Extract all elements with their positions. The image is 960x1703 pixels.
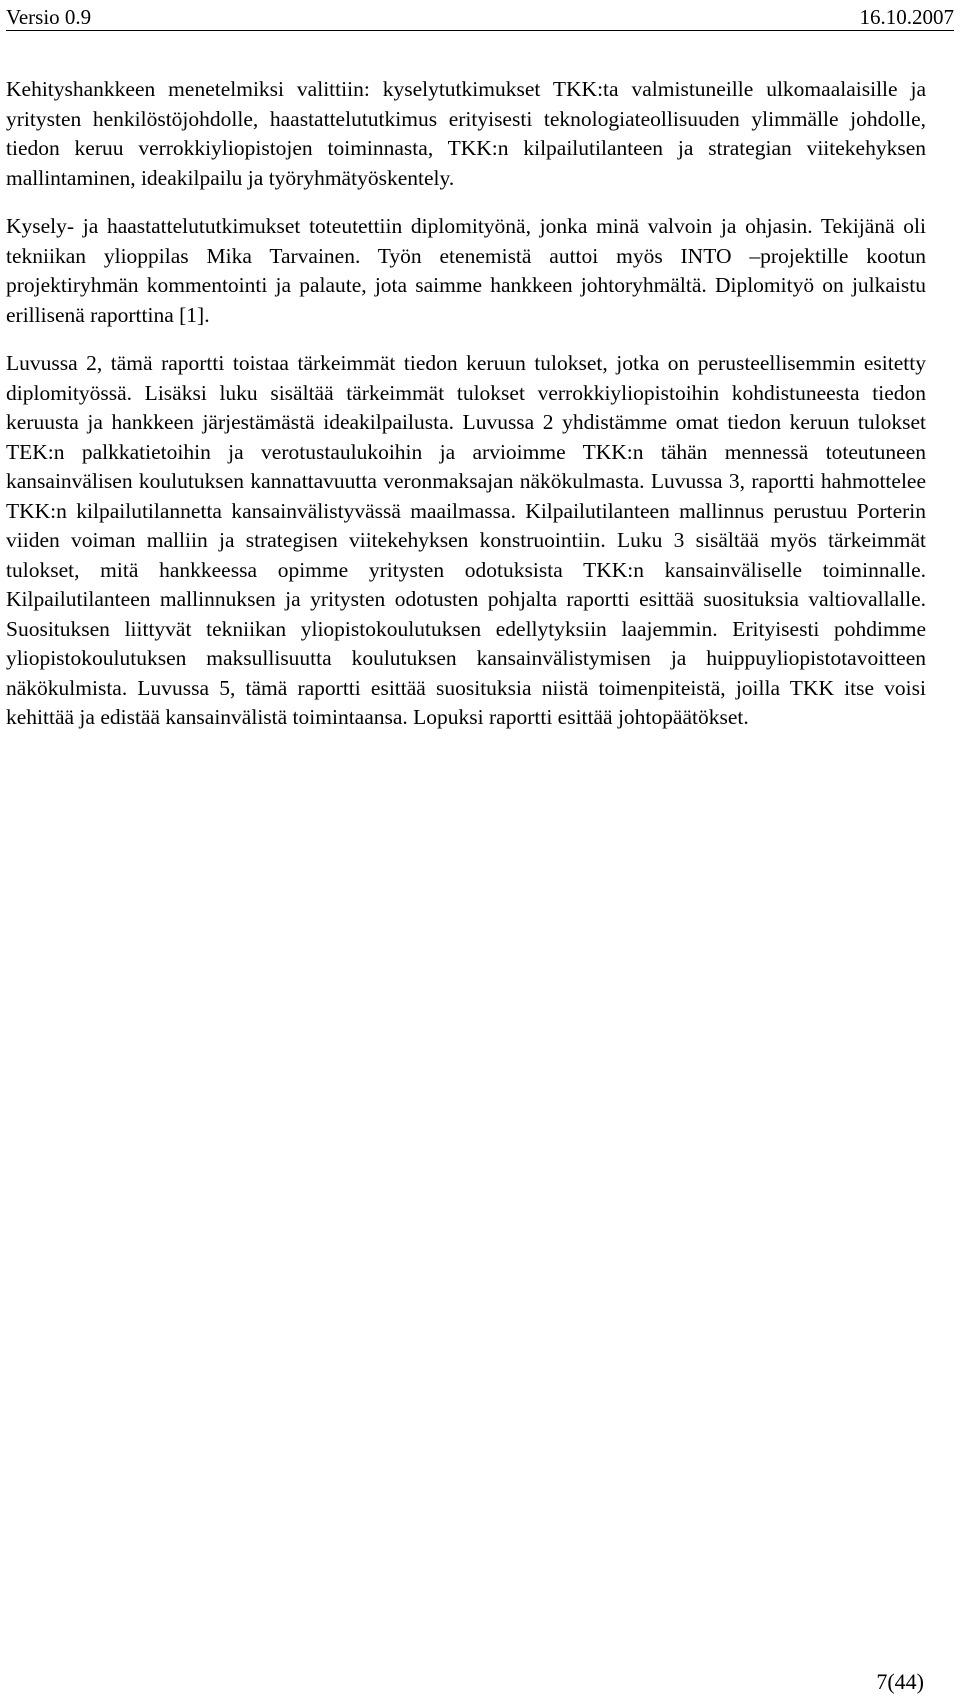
- date-label: 16.10.2007: [859, 5, 954, 29]
- body-text: [6, 75, 926, 752]
- paragraph-studies: Kysely- ja haastattelututkimukset toteutettiin diplomityönä, jonka minä valvoin ja ohjasin. Tekijänä oli tekniikan ylioppilas Mika Tarvainen. Työn etenemistä auttoi myös INTO –projektille kootun projektiryhmän kommentointi ja palaute, jota saimme hankkeen johtoryhmältä. Diplomityö on julkaistu erillisenä raporttina [1].: [6, 214, 926, 327]
- version-label: Versio 0.9: [6, 5, 92, 29]
- page-header: [6, 4, 954, 31]
- paragraph-methods: Kehityshankkeen menetelmiksi valittiin: kyselytutkimukset TKK:ta valmistuneille ulkomaalaisille ja yritysten henkilöstöjohdolle, haastattelututkimus erityisesti teknologiateollisuuden ylimmälle johdolle, tiedon keruu verrokkiyliopistojen toiminnasta, TKK:n kilpailutilanteen ja strategian viitekehyksen mallintaminen, ideakilpailu ja työryhmätyöskentely.: [6, 77, 926, 190]
- page-number: 7(44): [876, 1669, 924, 1694]
- paragraph-structure: Luvussa 2, tämä raportti toistaa tärkeimmät tiedon keruun tulokset, jotka on perusteellisemmin esitetty diplomityössä. Lisäksi luku sisältää tärkeimmät tulokset verrokkiyliopistoihin kohdistuneesta tiedon keruusta ja hankkeen järjestämästä ideakilpailusta. Luvussa 2 yhdistämme omat tiedon keruun tulokset TEK:n palkkatietoihin ja verotustaulukoihin ja arvioimme TKK:n tähän mennessä toteutuneen kansainvälisen koulutuksen kannattavuutta veronmaksajan näkökulmasta. Luvussa 3, raportti hahmottelee TKK:n kilpailutilannetta kansainvälistyvässä maailmassa. Kilpailutilanteen mallinnus perustuu Porterin viiden voiman malliin ja strategisen viitekehyksen konstruointiin. Luku 3 sisältää myös tärkeimmät tulokset, mitä hankkeessa opimme yritysten odotuksista TKK:n kansainväliselle toiminnalle. Kilpailutilanteen mallinnuksen ja yritysten odotusten pohjalta raportti esittää suosituksia valtiovallalle. Suosituksen liittyvät tekniikan yliopistokoulutuksen edellytyksiin laajemmin. Erityisesti pohdimme yliopistokoulutuksen maksullisuutta koulutuksen kansainvälistymisen ja huippuyliopistotavoitteen näkökulmista. Luvussa 5, tämä raportti esittää suosituksia niistä toimenpiteistä, joilla TKK itse voisi kehittää ja edistää kansainvälistä toimintaansa. Lopuksi raportti esittää johtopäätökset.: [6, 351, 926, 729]
